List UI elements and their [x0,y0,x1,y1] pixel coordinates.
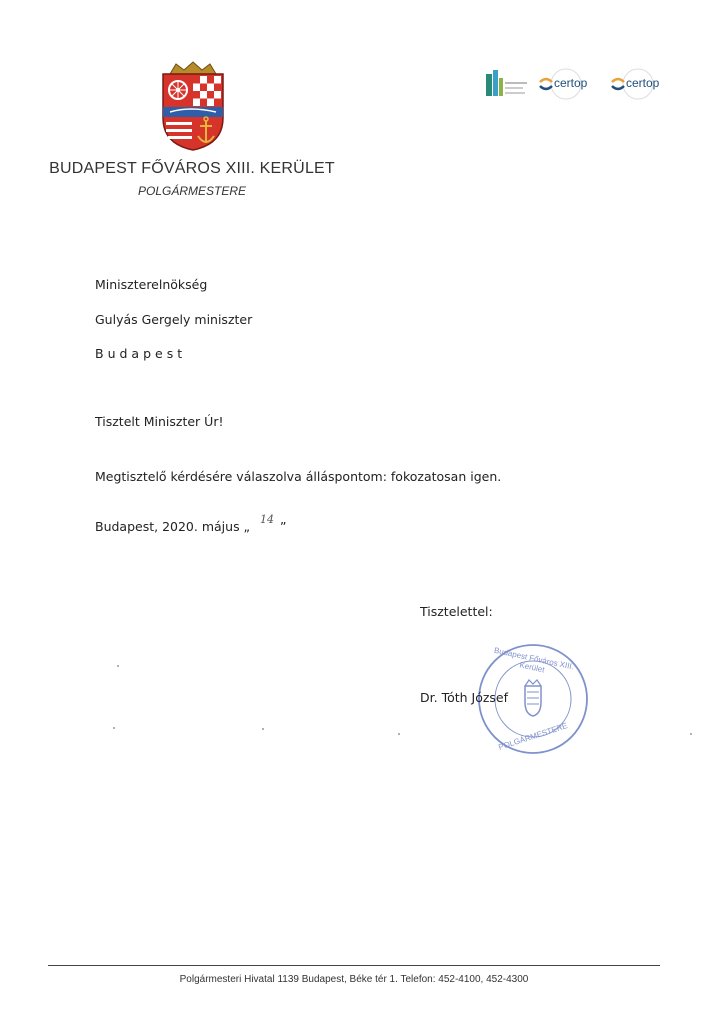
date-prefix: Budapest, 2020. május „ [95,519,251,534]
scan-speck [117,665,119,667]
certop-text-1: certop [554,76,588,90]
scan-speck [262,728,264,730]
letterhead-subtitle: POLGÁRMESTERE [137,184,247,198]
salutation: Tisztelt Miniszter Úr! [95,414,224,429]
quality-award-logo [484,66,530,100]
coat-of-arms [160,60,226,152]
stamp-top-text: Budapest Főváros XIII. Kerület [493,645,575,675]
closing: Tisztelettel: [420,604,493,619]
letterhead-title: BUDAPEST FŐVÁROS XIII. KERÜLET [49,160,335,177]
recipient-organization: Miniszterelnökség [95,277,208,292]
recipient-name: Gulyás Gergely miniszter [95,312,253,327]
recipient-city: Budapest [95,346,187,361]
scan-speck [690,733,692,735]
handwritten-day: 14 [260,513,275,526]
certop-logo-2 [608,68,678,100]
certop-logo-1 [536,68,606,100]
signatory-name: Dr. Tóth József [420,690,509,705]
footer-divider [48,965,660,966]
letter-body: Megtisztelő kérdésére válaszolva álláspontom: fokozatosan igen. [95,469,502,484]
scan-speck [113,727,115,729]
scan-speck [398,733,400,735]
certop-text-2: certop [626,76,660,90]
stamp-bottom-text: POLGÁRMESTERE [497,721,569,752]
footer-address: Polgármesteri Hivatal 1139 Budapest, Béke tér 1. Telefon: 452-4100, 452-4300 [179,974,529,985]
date-line [95,513,287,534]
date-suffix: ” [280,519,287,534]
certification-logos [484,62,680,104]
